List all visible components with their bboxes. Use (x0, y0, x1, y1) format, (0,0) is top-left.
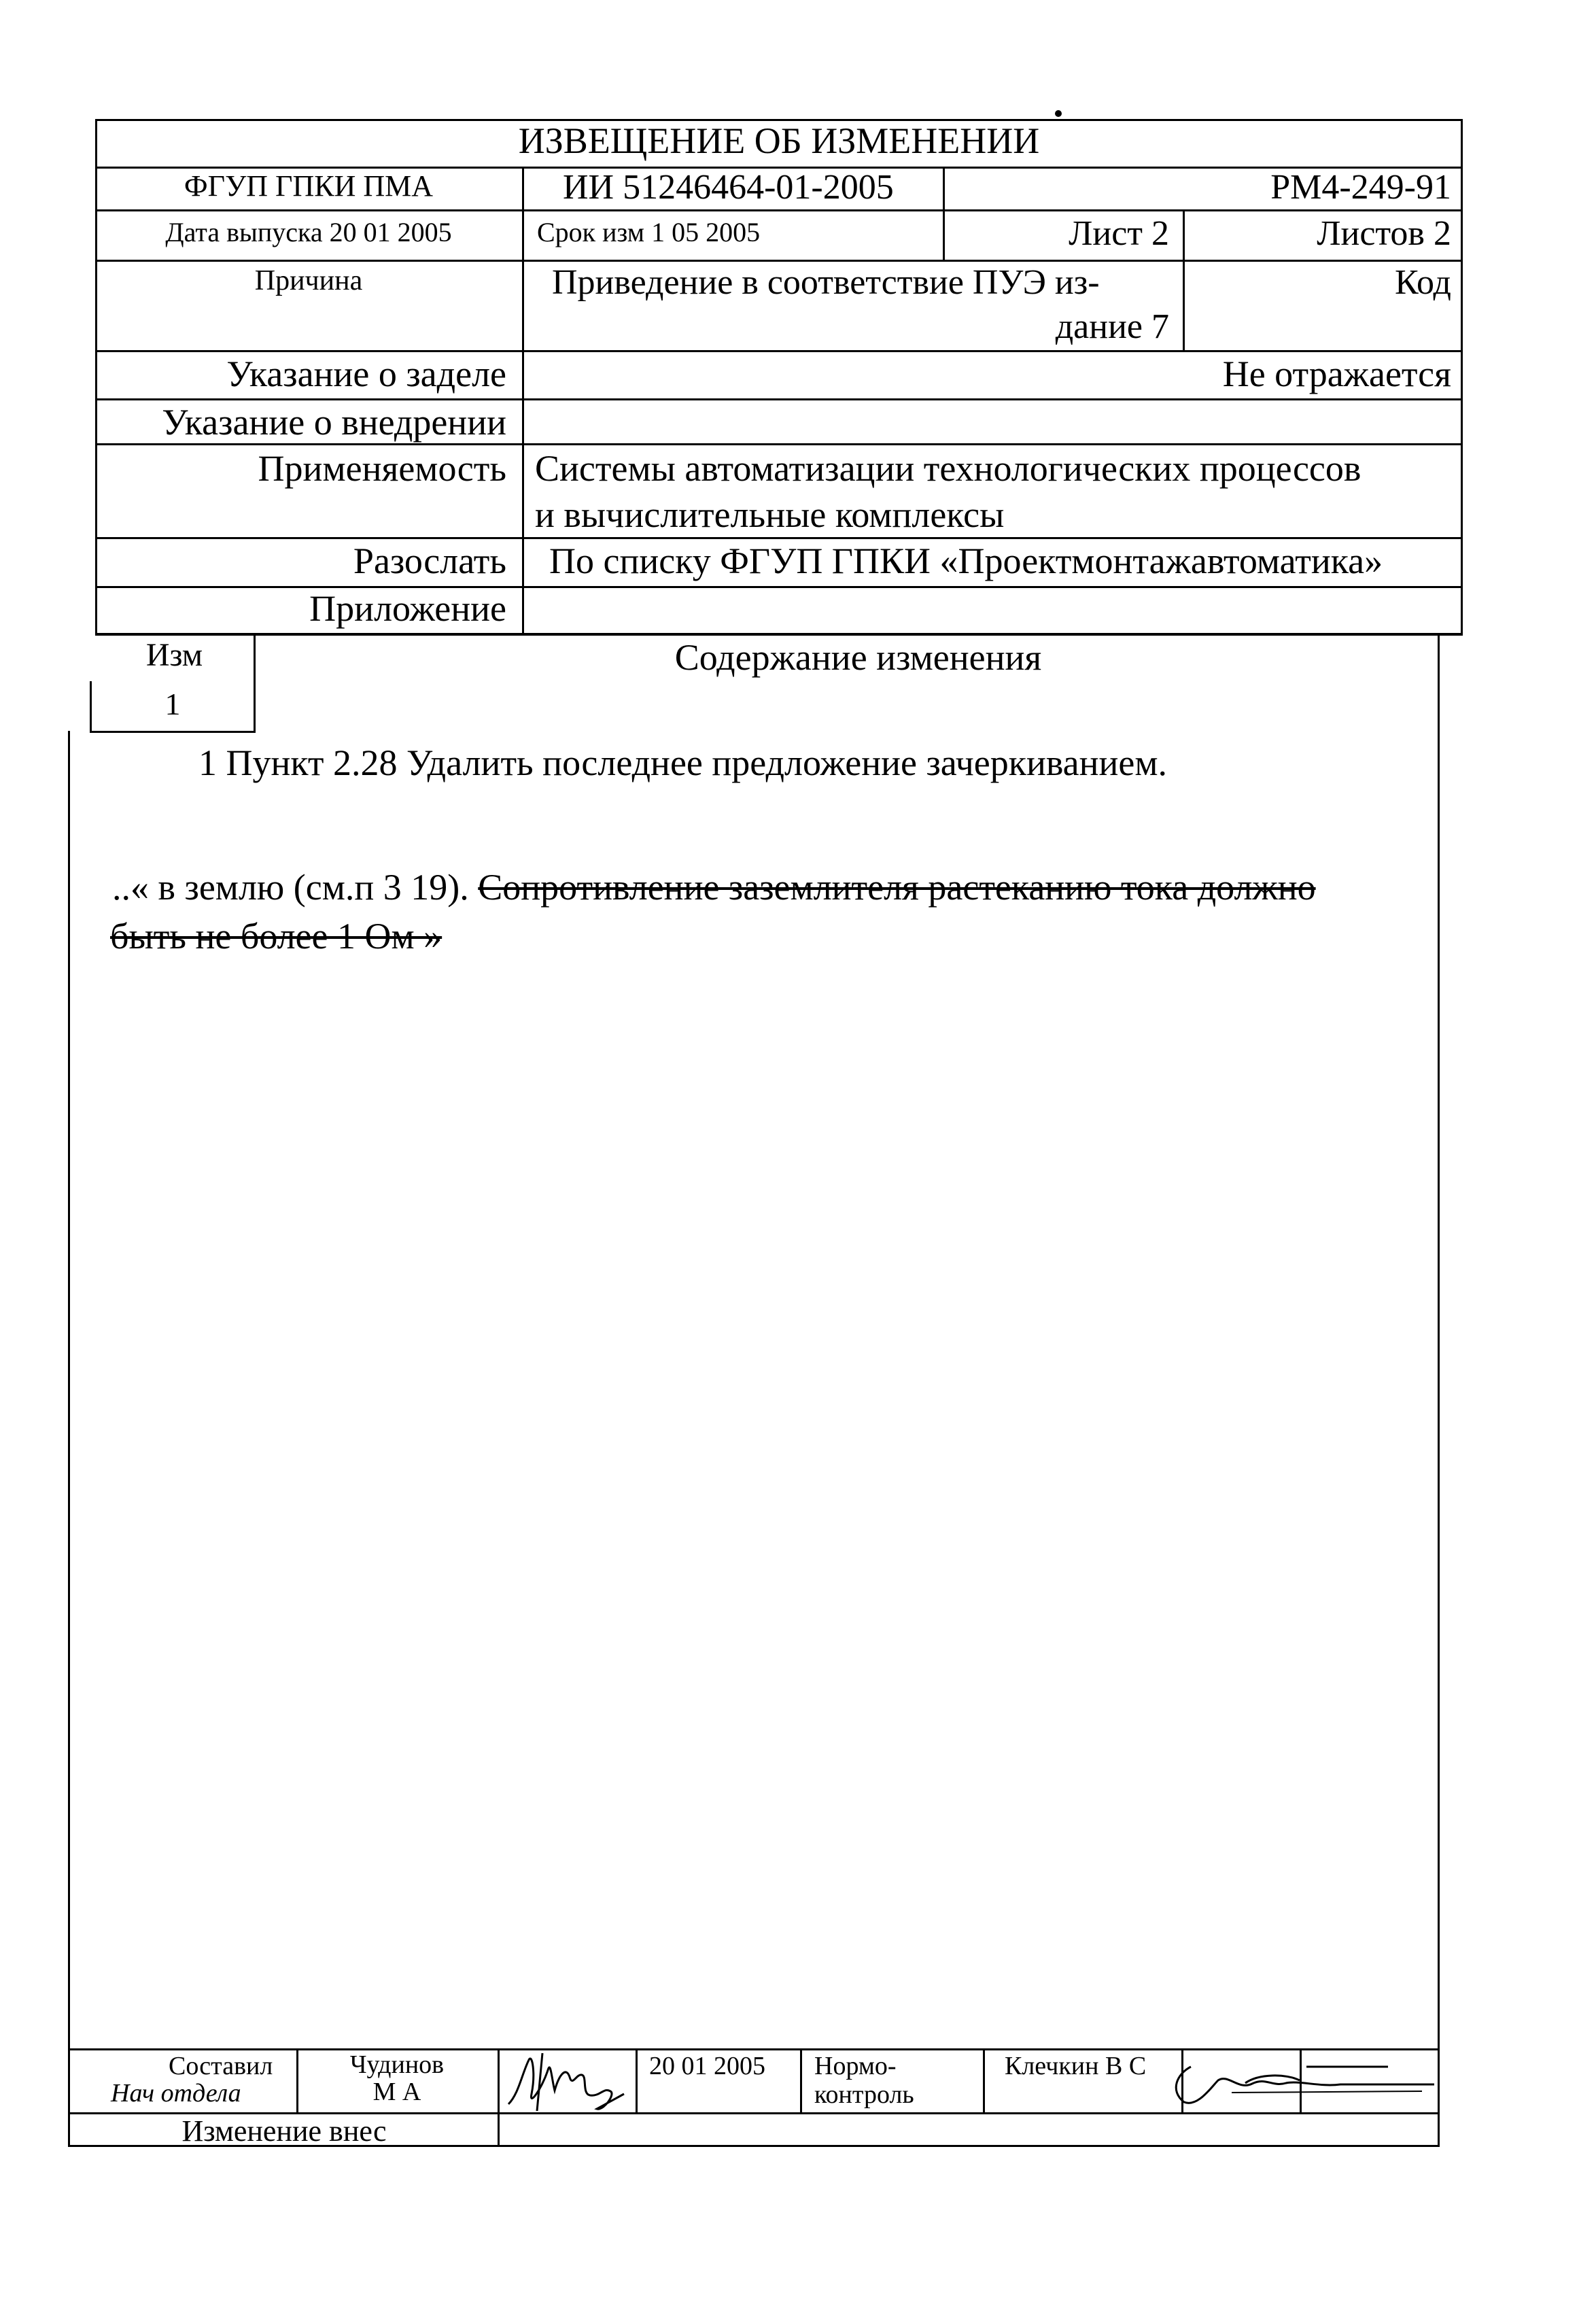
header-rule (95, 350, 1463, 352)
change-number-cell-bottom (90, 731, 256, 733)
header-rule (95, 443, 1463, 445)
head-of-department-label: Нач отдела (111, 2079, 241, 2108)
footer-rule-top (68, 2048, 1440, 2050)
norm-control-label-2: контроль (814, 2080, 914, 2109)
footer-date: 20 01 2005 (649, 2052, 765, 2080)
reason-line-2: дание 7 (1055, 307, 1169, 346)
footer-divider (636, 2048, 638, 2114)
sheet-number: Лист 2 (1069, 214, 1169, 253)
code-label: Код (1394, 263, 1451, 302)
struck-sentence-part-2: быть не более 1 Ом » (110, 916, 443, 957)
notice-number: ИИ 51246464-01-2005 (563, 168, 894, 207)
change-entered-label: Изменение внес (181, 2114, 387, 2148)
header-divider (522, 167, 524, 634)
change-number-header: Изм (145, 637, 203, 673)
norm-control-label-1: Нормо- (814, 2052, 897, 2080)
sheets-total: Листов 2 (1317, 214, 1451, 253)
body-frame-left (68, 731, 70, 2146)
header-rule (95, 634, 1463, 636)
title-dot (1055, 110, 1062, 117)
quote-line-1 (112, 869, 1316, 906)
norm-control-person: Клечкин В С (1005, 2052, 1147, 2080)
distribute-label: Разослать (353, 540, 506, 581)
footer-divider (800, 2048, 802, 2114)
header-rule (95, 209, 1463, 211)
struck-sentence-part-1: Сопротивление заземлителя растеканию тока должно (478, 867, 1316, 908)
quote-prefix: ..« в землю (см.п 3 19). (112, 867, 469, 908)
header-rule (95, 537, 1463, 539)
author-signature (502, 2046, 634, 2114)
backlog-value: Не отражается (1222, 354, 1451, 394)
header-rule (95, 260, 1463, 262)
applicability-line-1: Системы автоматизации технологических процессов (535, 448, 1361, 489)
compiled-label: Составил (169, 2052, 273, 2080)
header-divider (1183, 209, 1185, 350)
applicability-line-2: и вычислительные комплексы (535, 494, 1005, 535)
change-deadline: Срок изм 1 05 2005 (537, 217, 761, 247)
norm-control-signature (1164, 2053, 1436, 2114)
distribute-value: По списку ФГУП ГПКИ «Проектмонтажавтоматика» (549, 540, 1383, 581)
reason-label: Причина (254, 265, 363, 296)
document-code: РМ4-249-91 (1270, 168, 1451, 207)
backlog-label: Указание о заделе (226, 354, 506, 394)
reason-line-1: Приведение в соответствие ПУЭ из- (552, 263, 1100, 302)
header-divider (943, 167, 945, 260)
change-content-header: Содержание изменения (674, 637, 1042, 678)
implementation-label: Указание о внедрении (162, 402, 506, 443)
header-rule (95, 398, 1463, 400)
notice-title: ИЗВЕЩЕНИЕ ОБ ИЗМЕНЕНИИ (518, 120, 1040, 161)
change-number: 1 (164, 687, 181, 721)
applicability-label: Применяемость (258, 448, 506, 489)
header-rule (95, 586, 1463, 588)
change-item: 1 Пункт 2.28 Удалить последнее предложение зачеркиванием. (198, 742, 1168, 783)
organization: ФГУП ГПКИ ПМА (184, 169, 434, 203)
footer-divider (983, 2048, 985, 2114)
body-frame-right (1438, 634, 1440, 2146)
appendix-label: Приложение (309, 588, 506, 629)
author-name: Чудинов (349, 2050, 445, 2079)
author-initials: М А (372, 2078, 421, 2106)
issue-date: Дата выпуска 20 01 2005 (165, 217, 452, 247)
